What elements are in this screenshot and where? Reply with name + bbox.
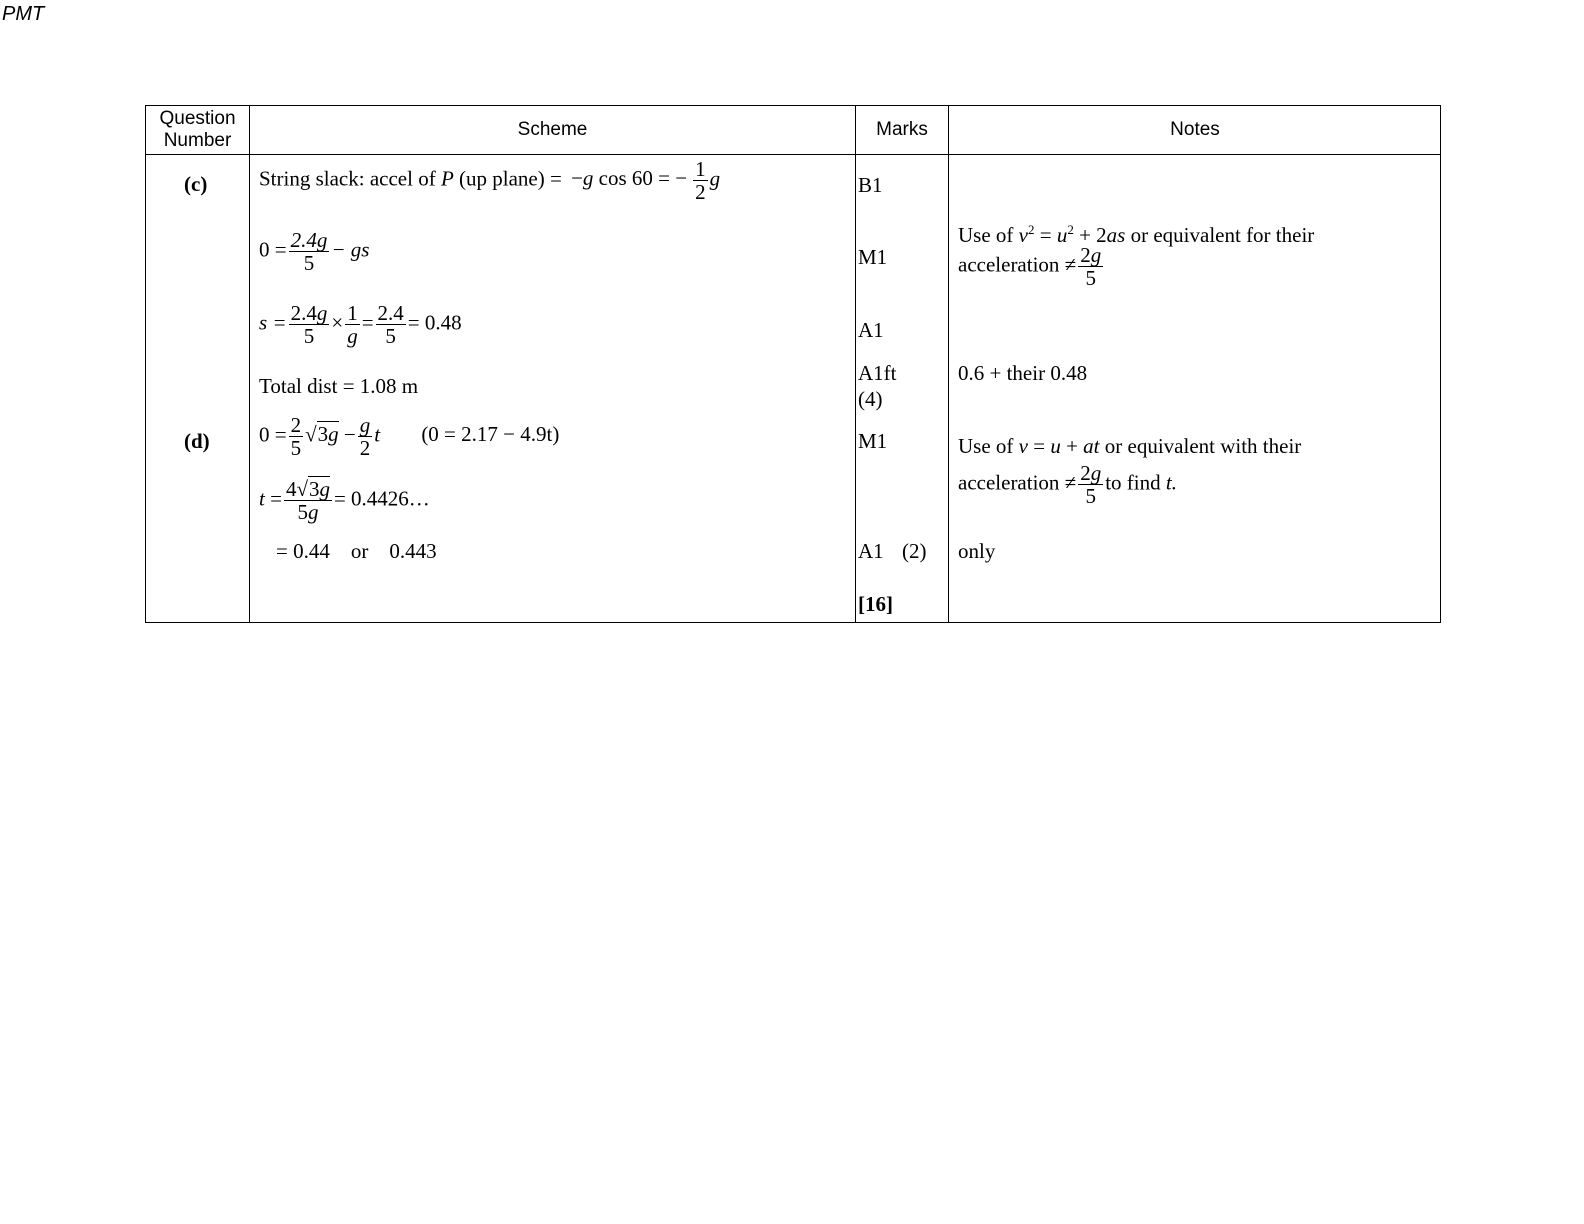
scheme-c-text: String slack: accel of — [259, 166, 436, 191]
question-label-c: (c) — [184, 172, 208, 196]
column-divider — [249, 106, 250, 622]
watermark-text: PMT — [2, 3, 45, 25]
mark-scheme-table — [145, 105, 1441, 623]
mark-c-a1: A1 — [858, 318, 884, 342]
note-d-use-of: Use of — [958, 434, 1014, 458]
header-notes: Notes — [1170, 119, 1220, 140]
scheme-c-line2-tail: − gs — [331, 237, 370, 262]
note-c-acceleration: acceleration ≠ — [958, 252, 1077, 277]
mark-total: [16] — [858, 592, 893, 616]
mark-c-m1: M1 — [858, 245, 888, 269]
column-divider — [948, 106, 949, 622]
header-divider — [146, 154, 1440, 155]
note-d-line-1: Use of v = u + at or equivalent with their — [958, 434, 1302, 458]
header-marks: Marks — [876, 119, 928, 140]
note-c-line-3: 0.6 + their 0.48 — [958, 361, 1088, 385]
scheme-c-line2-lhs: 0 = — [259, 237, 287, 262]
column-divider — [855, 106, 856, 622]
scheme-c-line3-result: = 0.48 — [407, 310, 462, 335]
scheme-d-line-2: t = $\frac{4√3g}{5g}$ = 0.4426… — [259, 477, 430, 524]
note-d-acceleration: acceleration ≠ — [958, 470, 1077, 495]
scheme-c-line-4: Total dist = 1.08 m — [259, 374, 419, 398]
scheme-d-line-1: 0 = $\frac{2}{5}$ √3g − $\frac{g}{2}$ t (0 = 2.17 − 4.9t) — [259, 413, 560, 460]
scheme-c-line-2 — [259, 229, 369, 274]
mark-d-subtotal: (2) — [902, 539, 927, 563]
mark-c-a1ft: A1ft — [858, 361, 897, 385]
question-label-d: (d) — [184, 429, 210, 453]
header-scheme: Scheme — [517, 119, 588, 140]
note-c-equivalent: or equivalent for their — [1130, 223, 1315, 247]
mark-d-a1: A1 — [858, 539, 884, 563]
note-c-line-2: acceleration ≠ $\frac{2g}{5}$ — [958, 243, 1102, 290]
scheme-c-line3-lhs: s = — [259, 310, 287, 335]
scheme-d-line2-result: = 0.4426… — [333, 486, 430, 511]
scheme-d-alternative: (0 = 2.17 − 4.9t) — [421, 422, 560, 447]
note-d-line-2: acceleration ≠ $\frac{2g}{5}$ to find t. — [958, 461, 1177, 508]
note-c-use-of: Use of — [958, 223, 1014, 247]
header-question-number: Question Number — [159, 108, 236, 151]
scheme-c-line-1: String slack: accel of P (up plane) = −g cos 60 = − $\frac{1}{2}$ g — [259, 157, 721, 204]
scheme-c-line-3: s = $\frac{2.4g}{5}$ × $\frac{1}{g}$ = $\frac{2.4}{5}$ = 0.48 — [259, 301, 462, 348]
scheme-c-var-p: P — [440, 166, 454, 191]
scheme-d-line-3: = 0.44 or 0.443 — [276, 539, 437, 563]
note-d-line-3: only — [958, 539, 996, 563]
mark-c-subtotal: (4) — [858, 387, 883, 411]
note-d-equivalent: or equivalent with their — [1104, 434, 1302, 458]
mark-d-m1: M1 — [858, 429, 888, 453]
mark-c-b1: B1 — [858, 173, 883, 197]
scheme-c-line2-den: 5 — [289, 251, 330, 274]
scheme-c-line2-num: 2.4g — [290, 228, 328, 252]
note-d-var-t: t. — [1165, 470, 1177, 495]
note-d-to-find: to find — [1105, 470, 1161, 495]
scheme-c-tail: (up plane) = — [459, 166, 562, 191]
note-c-line-1: Use of $v^2 = u^2 + 2as$ or equivalent for their — [958, 222, 1315, 247]
